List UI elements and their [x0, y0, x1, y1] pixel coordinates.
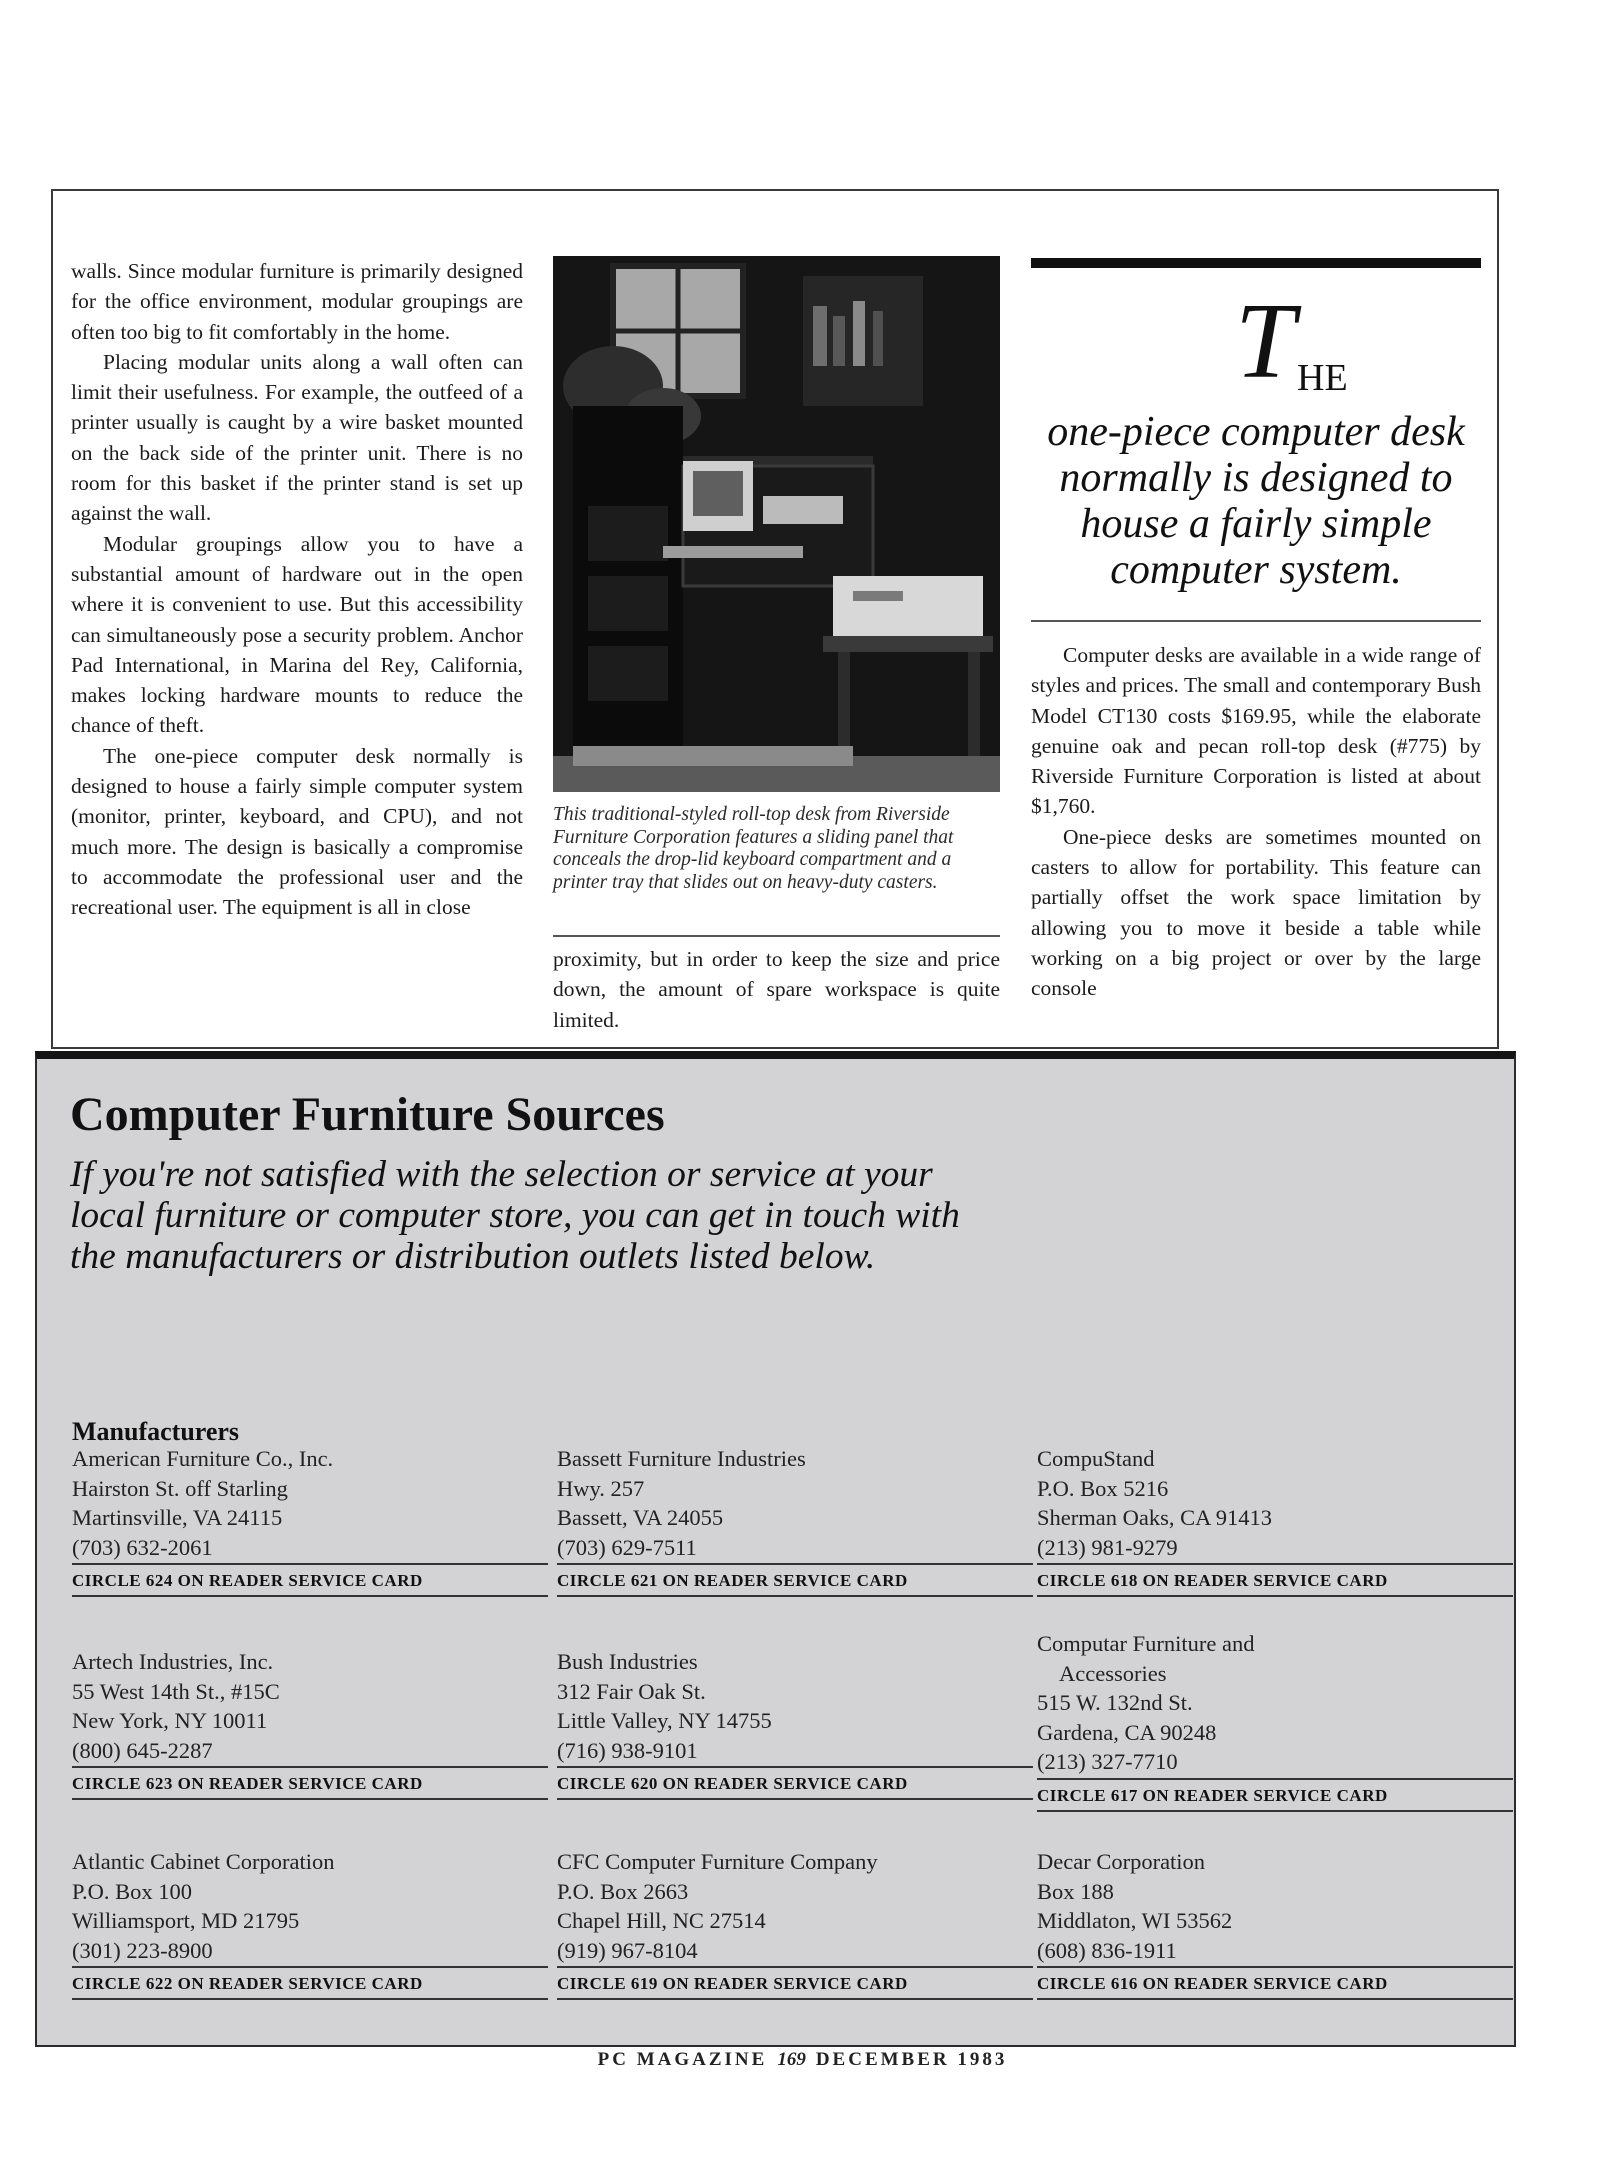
- manufacturer-address: [72, 1647, 548, 1768]
- phone-number: (919) 967-8104: [557, 1937, 698, 1963]
- manufacturer-name: Artech Industries, Inc.: [72, 1649, 274, 1674]
- manufacturer-entry: [1037, 1847, 1513, 2000]
- roll-top-desk-photo: [553, 256, 1000, 792]
- phone-number: (703) 629-7511: [557, 1534, 697, 1560]
- reader-service-card-link: CIRCLE 616 ON READER SERVICE CARD: [1037, 1968, 1513, 2000]
- manufacturer-name: CompuStand: [1037, 1446, 1155, 1471]
- manufacturer-entry: [72, 1444, 548, 1597]
- manufacturer-name: CFC Computer Furniture Company: [557, 1849, 878, 1874]
- address-line: Bassett, VA 24055: [557, 1505, 724, 1530]
- pullquote-text: one-piece computer desk normally is designed to house a fairly simple computer system.: [1047, 409, 1465, 593]
- reader-service-card-link: CIRCLE 620 ON READER SERVICE CARD: [557, 1768, 1033, 1800]
- paragraph: walls. Since modular furniture is primarily designed for the office environment, modular groupings are often too big to fit comfortably in the home.: [71, 259, 523, 344]
- address-line: Gardena, CA 90248: [1037, 1719, 1217, 1745]
- paragraph: proximity, but in order to keep the size and price down, the amount of spare workspace is quite limited.: [553, 947, 1000, 1032]
- manufacturer-address: [1037, 1847, 1513, 1968]
- paragraph: Computer desks are available in a wide range of styles and prices. The small and contemporary Bush Model CT130 costs $169.95, while the elaborate genuine oak and pecan roll-top desk (#775) by Riverside Furniture Corporation is listed at about $1,760.: [1031, 643, 1481, 819]
- manufacturer-entry: [1037, 1629, 1513, 1812]
- manufacturer-name: Computar Furniture and: [1037, 1631, 1255, 1656]
- pullquote-cap-rest: HE: [1297, 357, 1348, 399]
- furniture-sources-box: [35, 1051, 1516, 2047]
- reader-service-card-link: CIRCLE 624 ON READER SERVICE CARD: [72, 1565, 548, 1597]
- manufacturer-entry: [557, 1847, 1033, 2000]
- phone-number: (716) 938-9101: [557, 1737, 698, 1763]
- pullquote-top-rule: [1031, 258, 1481, 268]
- manufacturer-entry: [1037, 1444, 1513, 1597]
- address-line: Martinsville, VA 24115: [72, 1505, 283, 1530]
- photo-caption: This traditional-styled roll-top desk from Riverside Furniture Corporation features a sliding panel that conceals the drop-lid keyboard compartment and a printer tray that slides out on heavy-duty casters.: [553, 804, 954, 893]
- manufacturer-address: [1037, 1444, 1513, 1565]
- manufacturer-entry: [557, 1647, 1033, 1800]
- manufacturer-name-cont: Accessories: [1059, 1660, 1167, 1686]
- address-line: 515 W. 132nd St.: [1037, 1690, 1193, 1715]
- caption-divider: [553, 935, 1000, 937]
- address-line: Middlaton, WI 53562: [1037, 1908, 1233, 1933]
- address-line: Box 188: [1037, 1878, 1114, 1904]
- address-line: 55 West 14th St., #15C: [72, 1678, 280, 1704]
- phone-number: (800) 645-2287: [72, 1737, 213, 1763]
- manufacturer-entry: [72, 1847, 548, 2000]
- address-line: Chapel Hill, NC 27514: [557, 1908, 766, 1933]
- address-line: New York, NY 10011: [72, 1708, 268, 1733]
- manufacturer-name: Atlantic Cabinet Corporation: [72, 1849, 335, 1874]
- manufacturer-name: Bush Industries: [557, 1649, 698, 1674]
- pullquote-drop-cap: T: [1234, 282, 1296, 401]
- address-line: 312 Fair Oak St.: [557, 1678, 706, 1704]
- sources-intro: If you're not satisfied with the selection or service at your local furniture or computer store, you can get in touch with the manufacturers or distribution outlets listed below.: [70, 1154, 960, 1277]
- manufacturer-address: [1037, 1629, 1513, 1780]
- address-line: Williamsport, MD 21795: [72, 1908, 300, 1933]
- reader-service-card-link: CIRCLE 619 ON READER SERVICE CARD: [557, 1968, 1033, 2000]
- paragraph: Modular groupings allow you to have a substantial amount of hardware out in the open where it is convenient to use. But this accessibility can simultaneously pose a security problem. Anchor Pad International, in Marina del Rey, California, makes locking hardware mounts to reduce the chance of theft.: [71, 531, 523, 738]
- pullquote-bottom-rule: [1031, 620, 1481, 622]
- manufacturers-heading: Manufacturers: [72, 1417, 240, 1446]
- manufacturer-entry: [72, 1647, 548, 1800]
- page-footer: [0, 2049, 1605, 2071]
- manufacturer-address: [72, 1444, 548, 1565]
- manufacturer-address: [557, 1647, 1033, 1768]
- issue-date: DECEMBER 1983: [815, 2049, 1008, 2070]
- manufacturer-address: [72, 1847, 548, 1968]
- phone-number: (213) 327-7710: [1037, 1749, 1178, 1774]
- article-column-1: [71, 256, 523, 923]
- phone-number: (213) 981-9279: [1037, 1534, 1178, 1560]
- phone-number: (301) 223-8900: [72, 1937, 213, 1963]
- address-line: P.O. Box 2663: [557, 1878, 689, 1904]
- reader-service-card-link: CIRCLE 621 ON READER SERVICE CARD: [557, 1565, 1033, 1597]
- manufacturer-name: American Furniture Co., Inc.: [72, 1446, 334, 1471]
- address-line: Hairston St. off Starling: [72, 1475, 288, 1501]
- address-line: P.O. Box 100: [72, 1878, 193, 1904]
- article-column-2: [553, 944, 1000, 1035]
- phone-number: (703) 632-2061: [72, 1534, 213, 1560]
- address-line: P.O. Box 5216: [1037, 1475, 1169, 1501]
- paragraph: Placing modular units along a wall often can limit their usefulness. For example, the outfeed of a printer usually is caught by a wire basket mounted on the back side of the printer unit. There is no room for this basket if the printer stand is set up against the wall.: [71, 349, 523, 526]
- address-line: Hwy. 257: [557, 1475, 645, 1501]
- manufacturer-entry: [557, 1444, 1033, 1597]
- magazine-name: PC MAGAZINE: [597, 2049, 768, 2070]
- address-line: Little Valley, NY 14755: [557, 1708, 772, 1733]
- sources-title: Computer Furniture Sources: [70, 1088, 665, 1141]
- reader-service-card-link: CIRCLE 623 ON READER SERVICE CARD: [72, 1768, 548, 1800]
- reader-service-card-link: CIRCLE 618 ON READER SERVICE CARD: [1037, 1565, 1513, 1597]
- reader-service-card-link: CIRCLE 622 ON READER SERVICE CARD: [72, 1968, 548, 2000]
- address-line: Sherman Oaks, CA 91413: [1037, 1505, 1272, 1530]
- reader-service-card-link: CIRCLE 617 ON READER SERVICE CARD: [1037, 1780, 1513, 1812]
- manufacturer-name: Bassett Furniture Industries: [557, 1446, 806, 1471]
- manufacturer-name: Decar Corporation: [1037, 1849, 1206, 1874]
- page-number: 169: [777, 2049, 806, 2070]
- article-column-3: [1031, 640, 1481, 1004]
- paragraph: The one-piece computer desk normally is designed to house a fairly simple computer system (monitor, printer, keyboard, and CPU), and not much more. The design is basically a compromise to accommodate the professional user and the recreational user. The equipment is all in close: [71, 743, 523, 920]
- manufacturer-address: [557, 1444, 1033, 1565]
- manufacturer-address: [557, 1847, 1033, 1968]
- paragraph: One-piece desks are sometimes mounted on casters to allow for portability. This feature can partially offset the work space limitation by allowing you to move it beside a table while working on a big project or over by the large console: [1031, 824, 1481, 1001]
- phone-number: (608) 836-1911: [1037, 1937, 1177, 1963]
